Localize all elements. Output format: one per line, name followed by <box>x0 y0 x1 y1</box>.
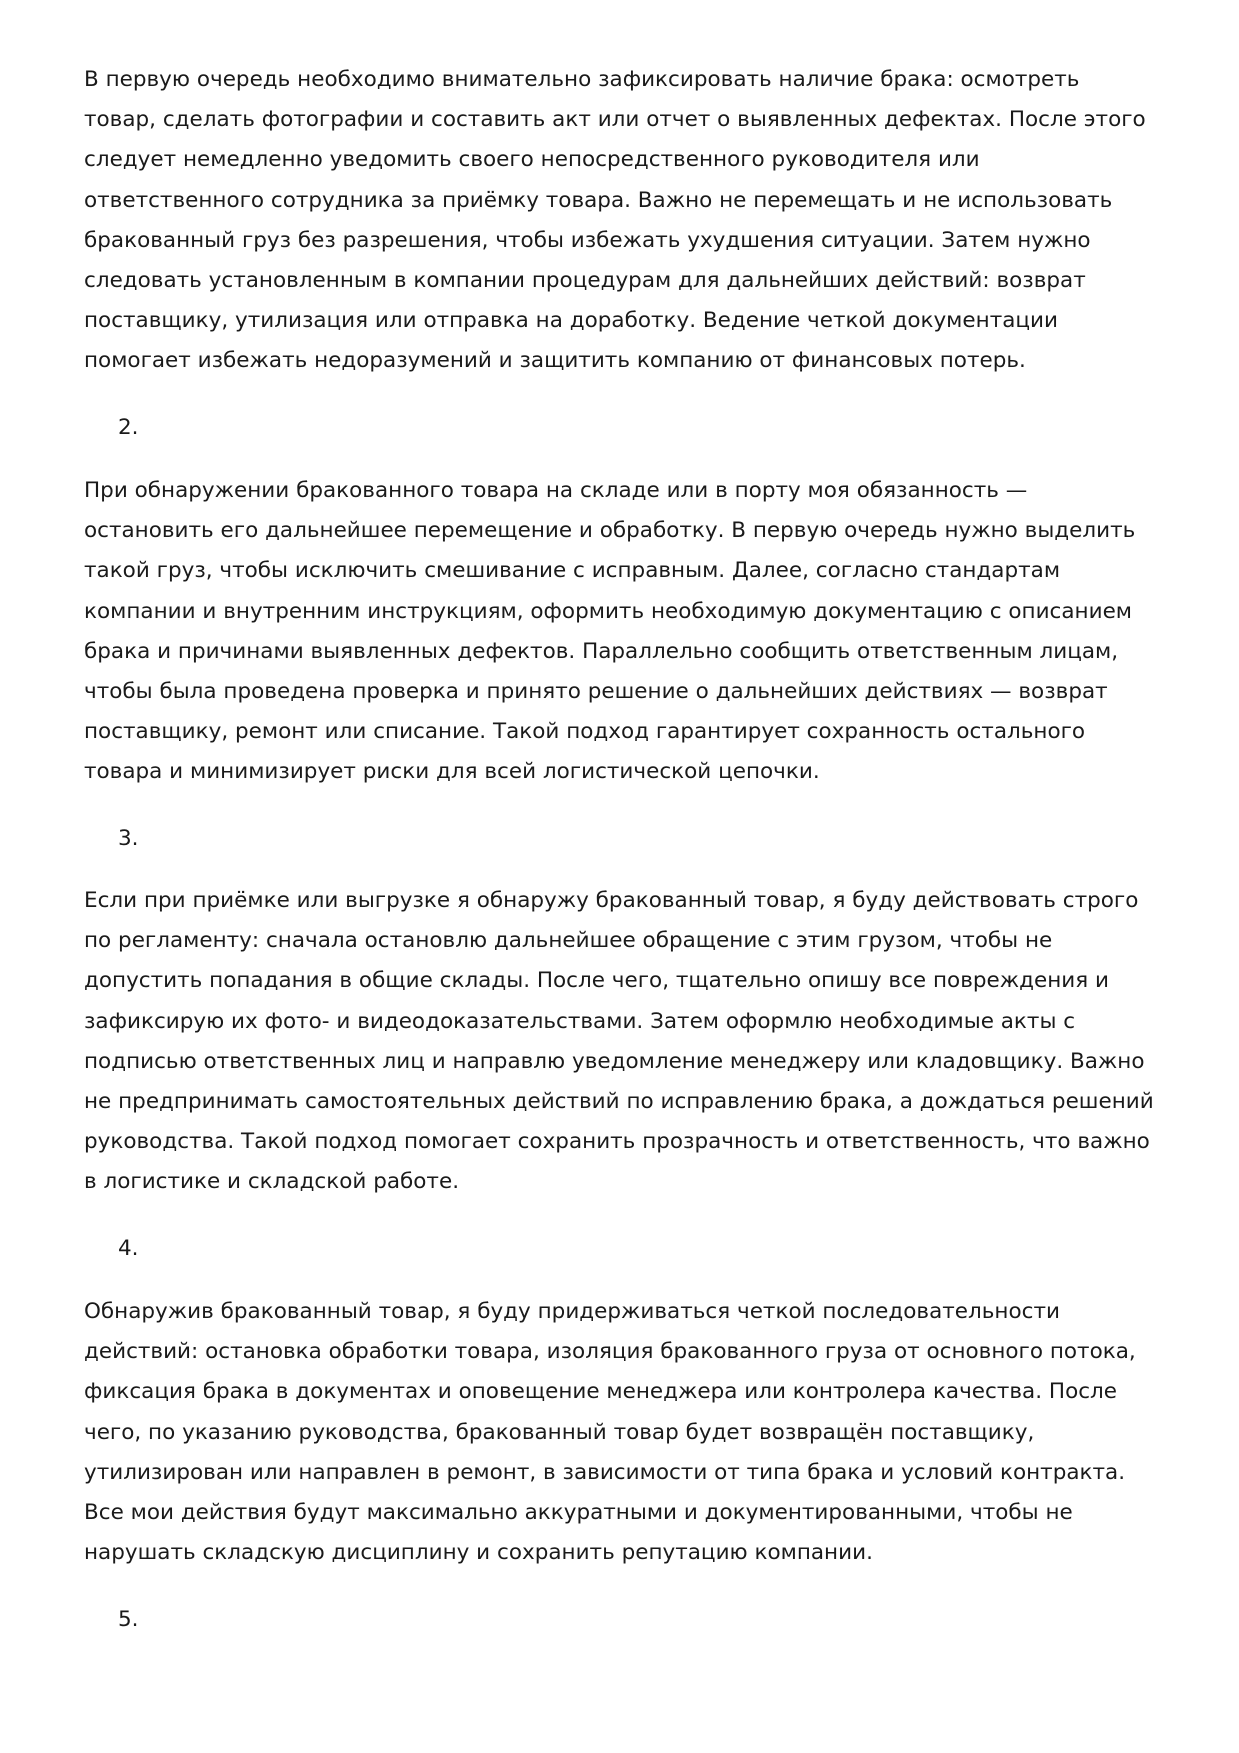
list-number-3: 3. <box>118 826 139 851</box>
text-line: Обнаружив бракованный товар, я буду придерживаться четкой последовательности <box>84 1299 1060 1324</box>
text-line: Все мои действия будут максимально аккуратными и документированными, чтобы не <box>84 1500 1073 1526</box>
text-line: В первую очередь необходимо внимательно зафиксировать наличие брака: осмотреть <box>84 67 1080 92</box>
text-line: чтобы была проведена проверка и принято решение о дальнейших действиях — возврат <box>84 679 1108 705</box>
text-line: зафиксирую их фото- и видеодоказательствами. Затем оформлю необходимые акты с <box>84 1008 1076 1034</box>
list-number-5: 5. <box>118 1607 139 1632</box>
answer-paragraph-4 <box>84 1292 1164 1573</box>
text-line: ответственного сотрудника за приёмку товара. Важно не перемещать и не использовать <box>84 187 1113 213</box>
text-line: остановить его дальнейшее перемещение и обработку. В первую очередь нужно выделить <box>84 518 1136 544</box>
text-line: Если при приёмке или выгрузке я обнаружу бракованный товар, я буду действовать строго <box>84 888 1139 913</box>
text-line: действий: остановка обработки товара, изоляция бракованного груза от основного потока, <box>84 1339 1136 1365</box>
text-line: следовать установленным в компании процедурам для дальнейших действий: возврат <box>84 268 1086 294</box>
text-line: допустить попадания в общие склады. После чего, тщательно опишу все повреждения и <box>84 968 1109 994</box>
text-line: не предпринимать самостоятельных действий по исправлению брака, а дождаться решений <box>84 1089 1154 1115</box>
text-line: товар, сделать фотографии и составить акт или отчет о выявленных дефектах. После этого <box>84 107 1146 133</box>
text-line: компании и внутренним инструкциям, оформить необходимую документацию с описанием <box>84 598 1133 624</box>
text-line: брака и причинами выявленных дефектов. Параллельно сообщить ответственным лицам, <box>84 638 1119 664</box>
text-line: по регламенту: сначала остановлю дальнейшее обращение с этим грузом, чтобы не <box>84 928 1053 954</box>
text-line: бракованный груз без разрешения, чтобы избежать ухудшения ситуации. Затем нужно <box>84 227 1091 253</box>
text-line: поставщику, ремонт или списание. Такой подход гарантирует сохранность остального <box>84 719 1086 745</box>
text-line: При обнаружении бракованного товара на складе или в порту моя обязанность — <box>84 478 1028 503</box>
text-line: такой груз, чтобы исключить смешивание с исправным. Далее, согласно стандартам <box>84 558 1061 584</box>
text-line: подписью ответственных лиц и направлю уведомление менеджеру или кладовщику. Важно <box>84 1048 1145 1074</box>
list-number-2: 2. <box>118 415 139 440</box>
text-line: товара и минимизирует риски для всей логистической цепочки. <box>84 759 820 785</box>
text-line: нарушать складскую дисциплину и сохранить репутацию компании. <box>84 1540 873 1566</box>
answer-paragraph-3 <box>84 881 1164 1203</box>
text-line: чего, по указанию руководства, бракованный товар будет возвращён поставщику, <box>84 1419 1035 1445</box>
list-number-4: 4. <box>118 1236 139 1261</box>
text-line: помогает избежать недоразумений и защитить компанию от финансовых потерь. <box>84 348 1026 374</box>
text-line: следует немедленно уведомить своего непосредственного руководителя или <box>84 147 980 173</box>
answer-paragraph-2 <box>84 471 1164 793</box>
text-line: утилизирован или направлен в ремонт, в зависимости от типа брака и условий контракта. <box>84 1459 1126 1485</box>
text-line: в логистике и складской работе. <box>84 1169 460 1195</box>
answer-paragraph-1 <box>84 60 1164 382</box>
text-line: руководства. Такой подход помогает сохранить прозрачность и ответственность, что важно <box>84 1129 1150 1155</box>
text-line: фиксация брака в документах и оповещение менеджера или контролера качества. После <box>84 1379 1118 1405</box>
text-line: поставщику, утилизация или отправка на доработку. Ведение четкой документации <box>84 308 1058 334</box>
